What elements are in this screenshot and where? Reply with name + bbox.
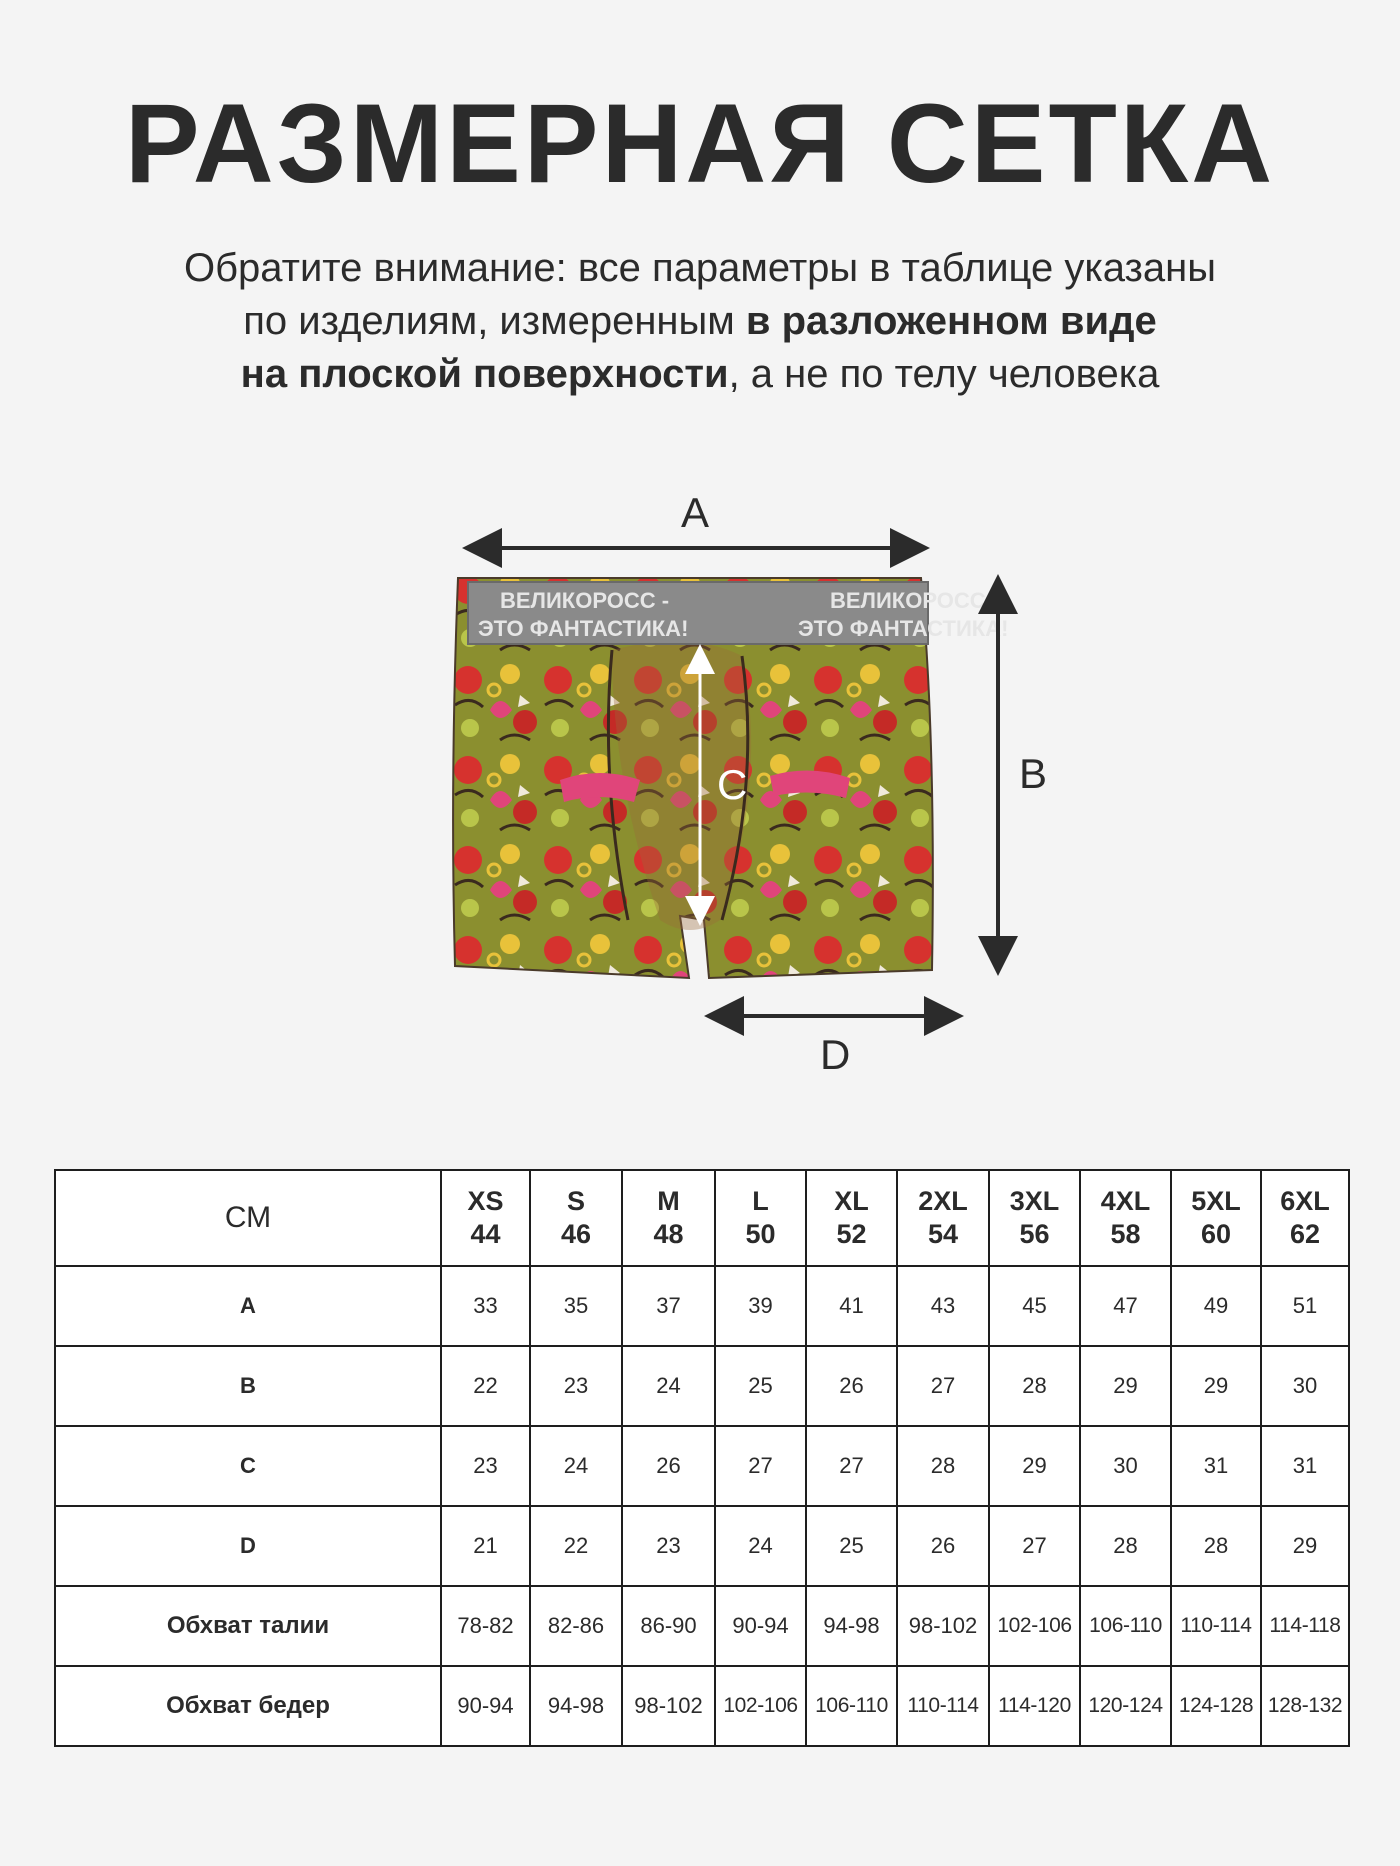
table-cell: 30 (1080, 1426, 1171, 1506)
table-cell: 124-128 (1171, 1666, 1261, 1746)
size-letter: 3XL (1009, 1186, 1060, 1216)
table-cell: 78-82 (441, 1586, 530, 1666)
boxer-briefs-illustration (0, 480, 1400, 1100)
table-cell: 94-98 (530, 1666, 622, 1746)
size-header (530, 1170, 622, 1266)
table-cell: 27 (715, 1426, 806, 1506)
table-row (55, 1586, 1349, 1666)
row-label: Обхват талии (55, 1586, 441, 1666)
table-cell: 47 (1080, 1266, 1171, 1346)
size-number: 48 (653, 1219, 684, 1249)
table-cell: 110-114 (897, 1666, 989, 1746)
table-cell: 102-106 (989, 1586, 1080, 1666)
page-title: РАЗМЕРНАЯ СЕТКА (124, 81, 1276, 206)
table-cell: 23 (622, 1506, 715, 1586)
note-line-3-plain: , а не по телу человека (728, 352, 1160, 396)
size-number: 62 (1289, 1219, 1321, 1249)
table-cell: 26 (897, 1506, 989, 1586)
size-header (1261, 1170, 1349, 1266)
table-cell: 28 (897, 1426, 989, 1506)
table-cell: 25 (806, 1506, 897, 1586)
table-cell: 27 (806, 1426, 897, 1506)
row-label: C (55, 1426, 441, 1506)
table-cell: 90-94 (441, 1666, 530, 1746)
size-letter: 5XL (1191, 1186, 1241, 1216)
table-cell: 98-102 (622, 1666, 715, 1746)
table-cell: 110-114 (1171, 1586, 1261, 1666)
table-cell: 27 (989, 1506, 1080, 1586)
size-header (989, 1170, 1080, 1266)
table-cell: 120-124 (1080, 1666, 1171, 1746)
measurement-diagram (0, 480, 1400, 1100)
dimension-d-label: D (820, 1031, 851, 1078)
measurement-note (0, 242, 1400, 401)
table-cell: 28 (1171, 1506, 1261, 1586)
table-cell: 29 (1080, 1346, 1171, 1426)
table-cell: 31 (1171, 1426, 1261, 1506)
table-cell: 30 (1261, 1346, 1349, 1426)
table-cell: 49 (1171, 1266, 1261, 1346)
size-header (1171, 1170, 1261, 1266)
row-label: Обхват бедер (55, 1666, 441, 1746)
table-cell: 31 (1261, 1426, 1349, 1506)
table-cell: 28 (989, 1346, 1080, 1426)
table-row (55, 1426, 1349, 1506)
size-number: 58 (1110, 1219, 1141, 1249)
waistband-text-1: ВЕЛИКОРОСС - (500, 588, 670, 613)
table-cell: 43 (897, 1266, 989, 1346)
table-cell: 37 (622, 1266, 715, 1346)
table-row (55, 1506, 1349, 1586)
table-cell: 23 (441, 1426, 530, 1506)
size-number: 44 (470, 1219, 501, 1249)
size-number: 50 (745, 1219, 776, 1249)
table-cell: 86-90 (622, 1586, 715, 1666)
table-cell: 24 (715, 1506, 806, 1586)
size-number: 56 (1019, 1219, 1050, 1249)
table-cell: 90-94 (715, 1586, 806, 1666)
size-number: 46 (560, 1219, 592, 1249)
dimension-b-label: B (1019, 750, 1048, 797)
waistband-text-2: ЭТО ФАНТАСТИКА! (478, 616, 689, 641)
table-cell: 28 (1080, 1506, 1171, 1586)
table-cell: 114-118 (1261, 1586, 1349, 1666)
waistband (468, 582, 1008, 644)
table-cell: 23 (530, 1346, 622, 1426)
row-label: B (55, 1346, 441, 1426)
size-header (441, 1170, 530, 1266)
table-cell: 29 (1261, 1506, 1349, 1586)
size-header (806, 1170, 897, 1266)
size-header (897, 1170, 989, 1266)
table-row (55, 1666, 1349, 1746)
size-letter: XL (834, 1186, 869, 1216)
row-label: D (55, 1506, 441, 1586)
table-cell: 51 (1261, 1266, 1349, 1346)
table-cell: 26 (622, 1426, 715, 1506)
note-line-2-plain: по изделиям, измеренным (243, 299, 746, 343)
size-chart-table (54, 1169, 1350, 1747)
table-cell: 26 (806, 1346, 897, 1426)
note-line-3 (0, 348, 1400, 401)
table-cell: 45 (989, 1266, 1080, 1346)
waistband-text-3: ВЕЛИКОРОСС - (830, 588, 1000, 613)
note-line-2-bold: в разложенном виде (745, 299, 1157, 343)
size-header (622, 1170, 715, 1266)
table-cell: 24 (530, 1426, 622, 1506)
table-cell: 82-86 (530, 1586, 622, 1666)
table-cell: 25 (715, 1346, 806, 1426)
table-cell: 22 (441, 1346, 530, 1426)
table-cell: 21 (441, 1506, 530, 1586)
table-cell: 27 (897, 1346, 989, 1426)
note-line-2 (0, 295, 1400, 348)
size-header (1080, 1170, 1171, 1266)
table-cell: 41 (806, 1266, 897, 1346)
table-cell: 102-106 (715, 1666, 806, 1746)
table-cell: 114-120 (989, 1666, 1080, 1746)
note-line-3-bold: на плоской поверхности (240, 352, 729, 396)
size-letter: L (752, 1186, 769, 1216)
unit-header: СМ (55, 1170, 441, 1266)
size-number: 54 (927, 1219, 959, 1249)
table-row (55, 1346, 1349, 1426)
table-cell: 35 (530, 1266, 622, 1346)
table-cell: 94-98 (806, 1586, 897, 1666)
size-letter: 4XL (1100, 1186, 1151, 1216)
table-cell: 106-110 (806, 1666, 897, 1746)
table-cell: 29 (989, 1426, 1080, 1506)
table-cell: 29 (1171, 1346, 1261, 1426)
table-header-row (55, 1170, 1349, 1266)
table-cell: 22 (530, 1506, 622, 1586)
size-number: 52 (836, 1219, 867, 1249)
size-letter: 2XL (918, 1186, 968, 1216)
waistband-text-4: ЭТО ФАНТАСТИКА! (798, 616, 1009, 641)
size-letter: XS (467, 1186, 504, 1216)
table-cell: 24 (622, 1346, 715, 1426)
table-row (55, 1266, 1349, 1346)
dimension-a-label: A (681, 489, 710, 536)
size-number: 60 (1200, 1219, 1232, 1249)
table-cell: 33 (441, 1266, 530, 1346)
table-cell: 106-110 (1080, 1586, 1171, 1666)
note-line-1: Обратите внимание: все параметры в таблице указаны (184, 246, 1216, 290)
table-cell: 128-132 (1261, 1666, 1349, 1746)
size-letter: M (657, 1186, 680, 1216)
size-header (715, 1170, 806, 1266)
table-cell: 98-102 (897, 1586, 989, 1666)
table-cell: 39 (715, 1266, 806, 1346)
row-label: A (55, 1266, 441, 1346)
dimension-c-label: C (717, 761, 748, 808)
size-letter: S (566, 1186, 585, 1216)
size-letter: 6XL (1280, 1186, 1330, 1216)
